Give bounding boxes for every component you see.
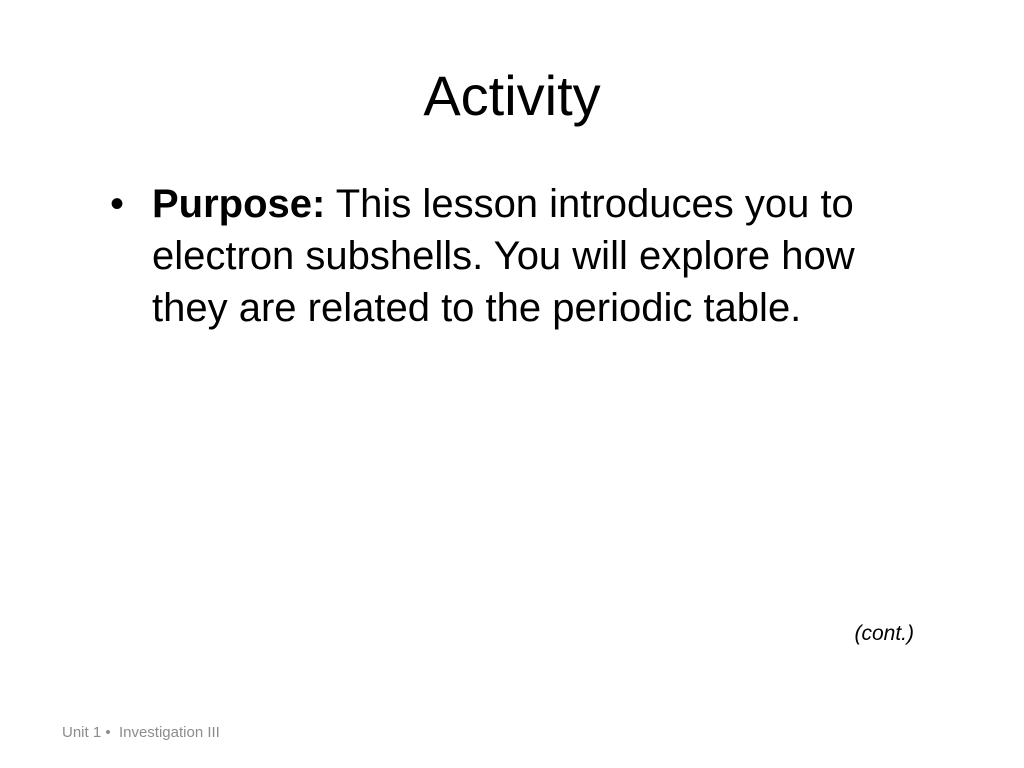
slide-title: Activity xyxy=(423,64,601,127)
bullet-list xyxy=(110,178,930,334)
bullet-lead: Purpose: xyxy=(152,182,326,226)
bullet-item xyxy=(110,178,930,334)
continuation-note: (cont.) xyxy=(854,622,914,645)
bullet-marker: • xyxy=(110,182,125,226)
bullet-text: This lesson introduces you to electron subshells. You will explore how they are related to the periodic table. xyxy=(152,182,855,330)
slide-footer: Unit 1 • Investigation III xyxy=(62,724,220,741)
